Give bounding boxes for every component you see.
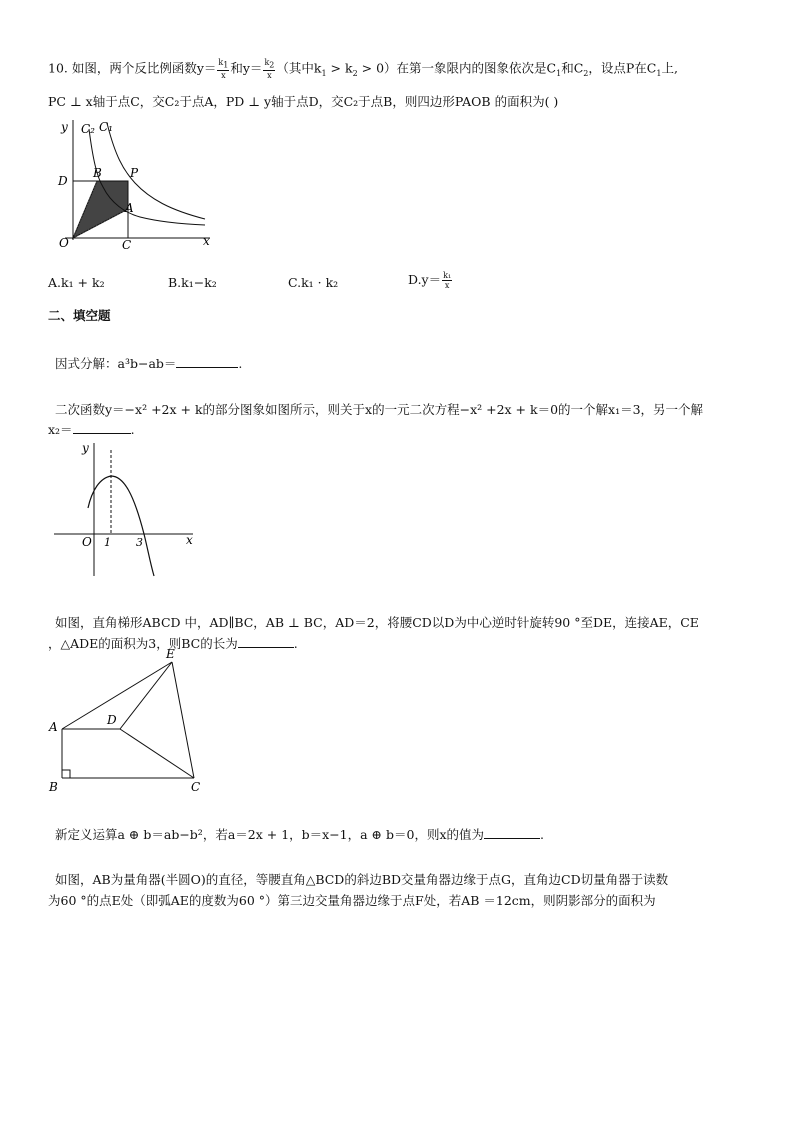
q-quadratic-line1: 二次函数y＝−x² +2x + k的部分图象如图所示，则关于x的一元二次方程−x² +2x + k＝0的一个解x₁＝3，另一个解	[55, 402, 704, 417]
label-1: 1	[104, 536, 111, 549]
answer-blank-trapezoid[interactable]	[238, 635, 294, 648]
segment-dc	[120, 729, 194, 778]
label-y: y	[61, 120, 68, 134]
q-operation: 新定义运算a ⊕ b＝ab−b²，若a＝2x + 1，b＝x−1，a ⊕ b＝0，则x的值为 .	[55, 827, 544, 842]
label-3: 3	[136, 536, 143, 549]
q-protractor-line2: 为60 °的点E处（即弧AE的度数为60 °）第三边交量角器边缘于点F处，若AB ＝12cm，则阴影部分的面积为	[48, 893, 656, 908]
label-d: D	[107, 713, 117, 727]
quadratic-figure	[48, 440, 198, 580]
q10-line2: PC ⊥ x轴于点C，交C₂于点A，PD ⊥ y轴于点D，交C₂于点B，则四边形PAOB 的面积为( )	[48, 94, 559, 109]
fraction-k2-over-x: $\frac{k_2}{x}$	[264, 58, 275, 80]
label-b: B	[49, 780, 58, 794]
trapezoid-figure	[45, 645, 215, 795]
answer-blank-quadratic[interactable]	[73, 421, 131, 434]
option-c[interactable]: C.k₁ · k₂	[288, 275, 339, 290]
label-p: P	[130, 166, 139, 180]
label-o: O	[82, 535, 92, 549]
label-a: A	[49, 720, 58, 734]
q-protractor-line1: 如图，AB为量角器(半圆O)的直径，等腰直角△BCD的斜边BD交量角器边缘于点G，直角边CD切量角器于读数	[55, 872, 669, 887]
q-trapezoid-line1: 如图，直角梯形ABCD 中，AD∥BC，AB ⊥ BC，AD＝2，将腰CD以D为中心逆时针旋转90 °至DE，连接AE，CE	[55, 615, 699, 630]
section-title: 二、填空题	[48, 308, 111, 323]
answer-blank-factor[interactable]	[176, 355, 238, 368]
label-d: D	[58, 174, 68, 188]
fraction-k1-over-x: $\frac{k_1}{x}$	[218, 58, 229, 80]
label-e: E	[166, 647, 175, 661]
segment-ae	[62, 662, 172, 729]
shaded-quadrilateral-paob	[73, 181, 128, 238]
q10-line1: 10. 如图，两个反比例函数y＝ $\frac{k_1}{x}$ 和y＝ $\frac{k_2}{x}$ （其中$k_1 > k_2 > 0$）在第一象限内的图象依次是$C_1$和$C_2$，设点P在$C_1$上,	[48, 58, 678, 80]
q-trapezoid-line2: ，△ADE的面积为3，则BC的长为 .	[48, 636, 298, 651]
segment-de	[120, 662, 172, 729]
answer-blank-operation[interactable]	[484, 826, 540, 839]
label-c1: C₁	[99, 120, 113, 134]
label-x: x	[186, 533, 193, 547]
right-angle-mark	[62, 770, 70, 778]
q-factor: 因式分解：a³b−ab＝ .	[55, 356, 243, 371]
segment-ec	[172, 662, 194, 778]
label-c2: C₂	[81, 122, 95, 136]
label-a: A	[125, 201, 134, 215]
option-a[interactable]: A.k₁ + k₂	[48, 275, 105, 290]
option-b[interactable]: B.k₁−k₂	[168, 275, 217, 290]
q10-figure	[45, 115, 220, 255]
label-c: C	[122, 238, 132, 252]
parabola	[88, 476, 154, 576]
label-c: C	[191, 780, 201, 794]
label-x: x	[203, 234, 210, 248]
option-d[interactable]: D.y＝ $\frac{\text{k₁}}{x}$	[408, 271, 452, 290]
label-b: B	[93, 166, 102, 180]
label-y: y	[82, 441, 89, 455]
q-quadratic-line2: x₂＝ .	[48, 422, 135, 437]
label-o: O	[59, 236, 69, 250]
